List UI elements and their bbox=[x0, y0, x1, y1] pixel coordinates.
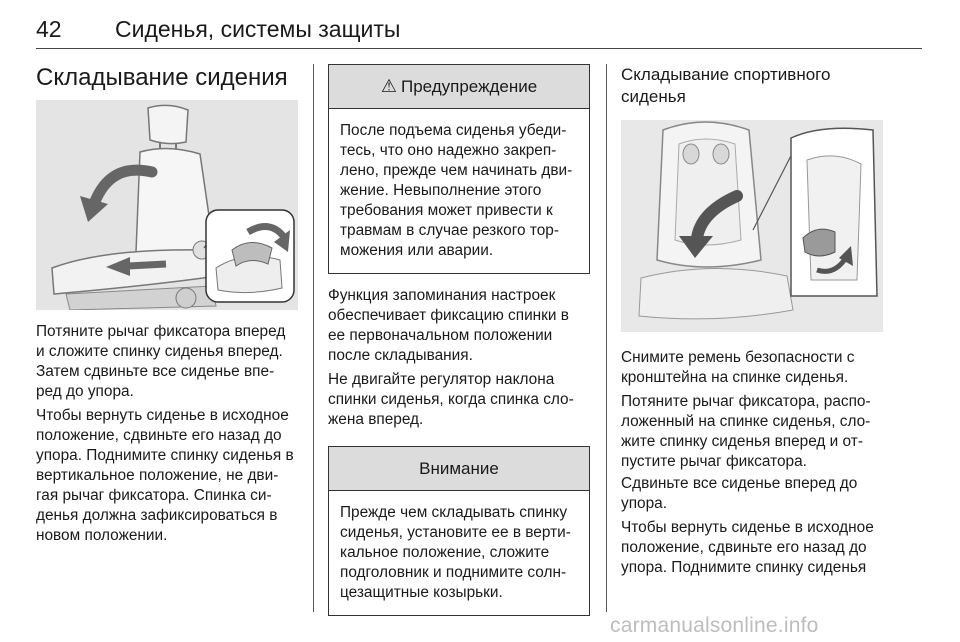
column-left bbox=[36, 64, 298, 546]
sport-seat-drawing bbox=[621, 120, 883, 332]
paragraph: Чтобы вернуть сиденье в исходное положение, сдвиньте его назад до упора. Поднимите спинку сиденья bbox=[621, 519, 874, 576]
page-header bbox=[36, 0, 922, 49]
paragraph: Снимите ремень безопасности с кронштейна на спинке сиденья. bbox=[621, 349, 855, 386]
column-divider bbox=[313, 64, 314, 612]
column-divider bbox=[606, 64, 607, 612]
page-number: 42 bbox=[36, 16, 62, 42]
heading-sport-seat-folding: Складывание спортивного сиденья bbox=[621, 65, 831, 106]
warning-title: Предупреждение bbox=[400, 76, 538, 96]
paragraph: Не двигайте регулятор наклона спинки сиденья, когда спинка сло‐ жена вперед. bbox=[328, 371, 574, 428]
watermark: carmanualsonline.info bbox=[610, 614, 819, 637]
seat-folding-drawing bbox=[36, 100, 298, 310]
warning-triangle-icon: ⚠ bbox=[380, 76, 397, 96]
paragraph: Потяните рычаг фиксатора вперед и сложите спинку сиденья вперед. Затем сдвиньте все сиденье впе‐ ред до упора. bbox=[36, 323, 286, 400]
caution-title: Внимание bbox=[419, 458, 499, 478]
caution-box-body bbox=[329, 491, 589, 615]
caution-box-header bbox=[329, 447, 589, 491]
warning-box-header bbox=[329, 65, 589, 109]
paragraph: Потяните рычаг фиксатора, распо‐ ложенный на спинке сиденья, сло‐ жите спинку сиденья вперед и от‐ пустите рычаг фиксатора. bbox=[621, 393, 871, 470]
column-right bbox=[621, 64, 883, 578]
seat-folding-illustration bbox=[36, 100, 298, 310]
section-title: Сиденья, системы защиты bbox=[115, 16, 401, 42]
warning-box-body bbox=[329, 109, 589, 273]
sport-seat-illustration bbox=[621, 120, 883, 332]
caution-box bbox=[328, 446, 590, 616]
warning-box bbox=[328, 64, 590, 274]
caution-text: Прежде чем складывать спинку сиденья, установите ее в верти‐ кальное положение, сложите подголовник и поднимите солн‐ цезащитные козырьки. bbox=[340, 504, 571, 601]
warning-text: После подъема сиденья убеди‐ тесь, что оно надежно закреп‐ лено, прежде чем начинать дви‐ жение. Невыполнение этого требования может привести к травмам в случае резкого тор‐ можения или аварии. bbox=[340, 122, 573, 259]
paragraph: Чтобы вернуть сиденье в исходное положение, сдвиньте его назад до упора. Поднимите спинку сиденья в вертикальное положение, не дви‐ гая рычаг фиксатора. Спинка си‐ денья должна зафиксироваться в новом положении. bbox=[36, 407, 294, 544]
heading-seat-folding: Складывание сидения bbox=[36, 64, 288, 91]
paragraph: Сдвиньте все сиденье вперед до упора. bbox=[621, 475, 858, 512]
column-middle bbox=[328, 64, 590, 616]
paragraph: Функция запоминания настроек обеспечивает фиксацию спинки в ее первоначальном положении после складывания. bbox=[328, 287, 569, 364]
